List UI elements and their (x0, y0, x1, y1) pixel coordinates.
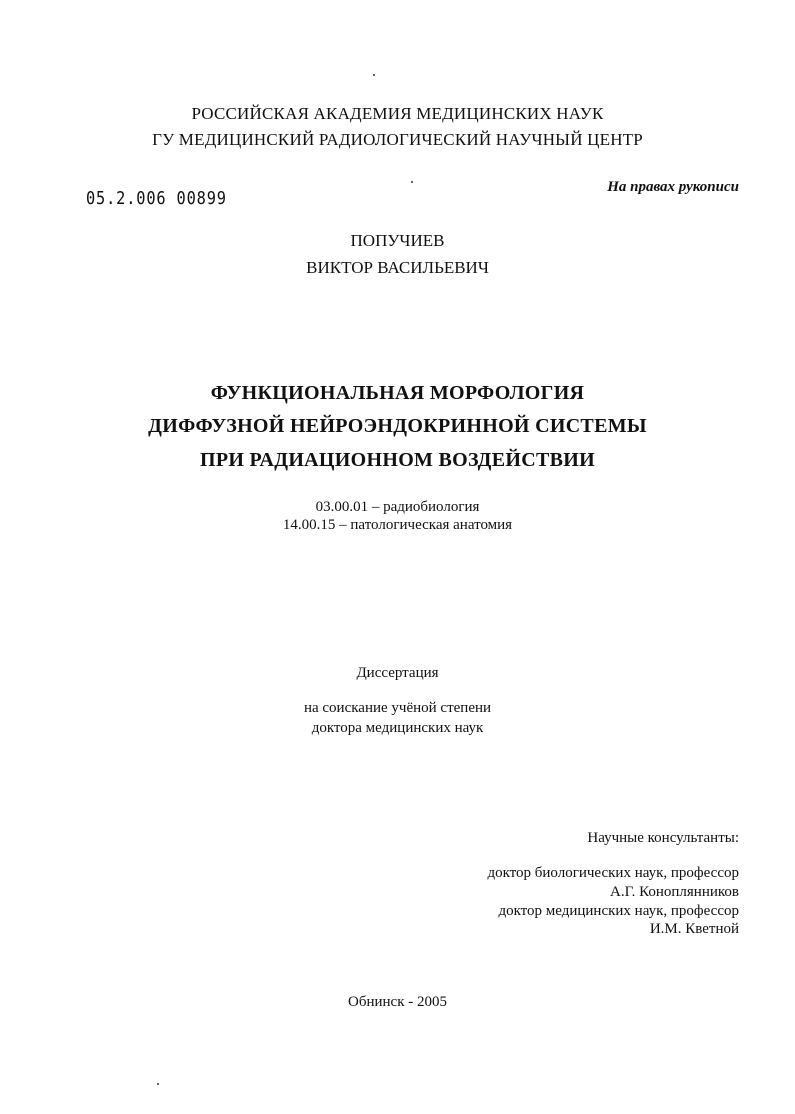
center-name: ГУ МЕДИЦИНСКИЙ РАДИОЛОГИЧЕСКИЙ НАУЧНЫЙ ЦЕНТР (152, 130, 643, 149)
specialty-code: 03.00.01 – радиобиология (315, 499, 480, 515)
consultants-heading: Научные консультанты: (587, 830, 739, 846)
thesis-title-line-2: ДИФФУЗНОЙ НЕЙРОЭНДОКРИННОЙ СИСТЕМЫ (148, 415, 647, 437)
degree-line-2: доктора медицинских наук (311, 720, 484, 736)
city-year: Обнинск - 2005 (348, 994, 447, 1010)
consultant-degree: доктор медицинских наук, профессор (498, 903, 739, 919)
consultant-name: И.М. Кветной (649, 921, 739, 937)
academy-name: РОССИЙСКАЯ АКАДЕМИЯ МЕДИЦИНСКИХ НАУК (191, 104, 604, 123)
specialty-code: 14.00.15 – патологическая анатомия (282, 517, 513, 533)
work-type: Диссертация (356, 665, 439, 681)
manuscript-rights-note: На правах рукописи (607, 179, 739, 195)
author-surname: ПОПУЧИЕВ (350, 231, 445, 250)
consultant-degree: доктор биологических наук, профессор (487, 865, 739, 881)
scan-speck (157, 1083, 159, 1085)
thesis-title-line-3: ПРИ РАДИАЦИОННОМ ВОЗДЕЙСТВИИ (200, 449, 595, 471)
degree-line-1: на соискание учёной степени (303, 700, 492, 716)
registration-stamp: 05.2.006 00899 (86, 188, 227, 209)
thesis-title-line-1: ФУНКЦИОНАЛЬНАЯ МОРФОЛОГИЯ (210, 382, 585, 404)
scan-speck (373, 74, 375, 76)
consultant-name: А.Г. Коноплянников (610, 884, 739, 900)
author-name: ВИКТОР ВАСИЛЬЕВИЧ (306, 258, 489, 277)
scan-speck (411, 181, 413, 183)
